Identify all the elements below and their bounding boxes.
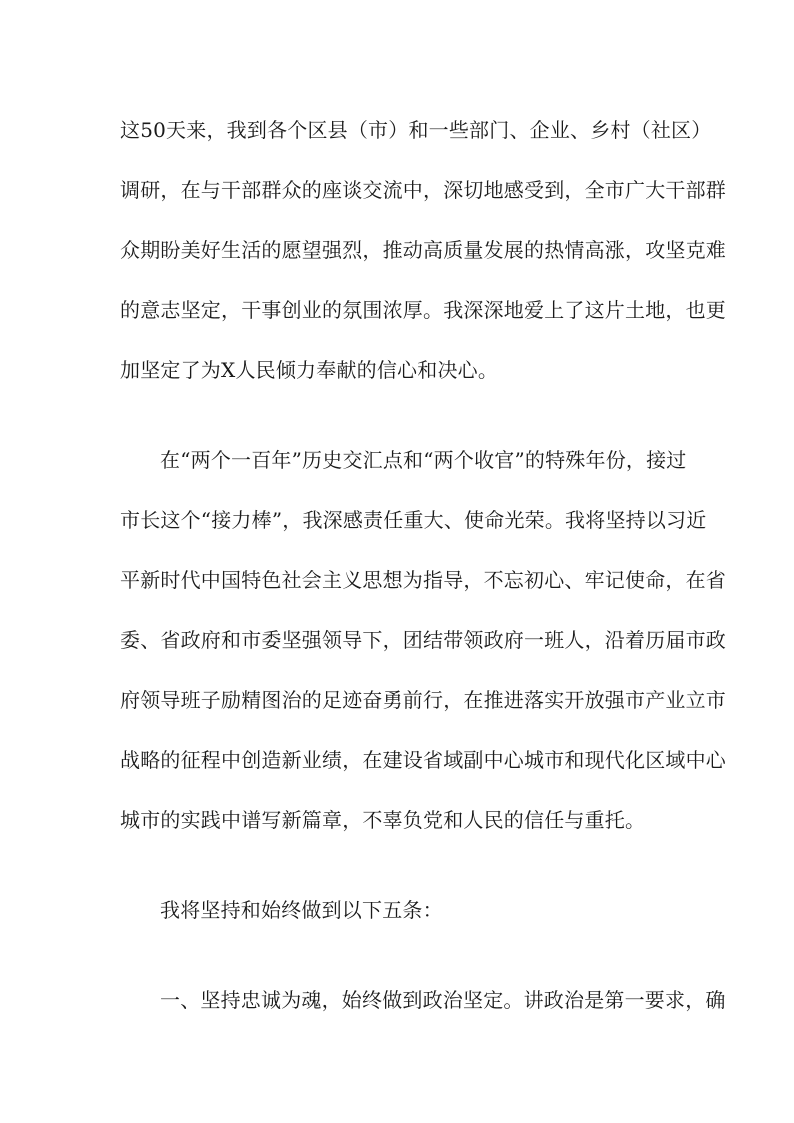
text-line: 我将坚持和始终做到以下五条： (160, 898, 443, 922)
text-line: 在“两个一百年”历史交汇点和“两个收官”的特殊年份，接过 (160, 448, 687, 472)
text-line: 一、坚持忠诚为魂，始终做到政治坚定。讲政治是第一要求，确 (160, 988, 726, 1012)
text-line: 府领导班子励精图治的足迹奋勇前行，在推进落实开放强市产业立市 (120, 688, 726, 712)
text-line: 委、省政府和市委坚强领导下，团结带领政府一班人，沿着历届市政 (120, 628, 726, 652)
text-line: 这50天来，我到各个区县（市）和一些部门、企业、乡村（社区） (120, 118, 712, 142)
text-line: 加坚定了为X人民倾力奉献的信心和决心。 (120, 358, 499, 382)
text-line: 的意志坚定，干事创业的氛围浓厚。我深深地爱上了这片土地，也更 (120, 298, 726, 322)
text-line: 市长这个“接力棒”，我深感责任重大、使命光荣。我将坚持以习近 (120, 508, 707, 532)
text-line: 平新时代中国特色社会主义思想为指导，不忘初心、牢记使命，在省 (120, 568, 726, 592)
text-line: 众期盼美好生活的愿望强烈，推动高质量发展的热情高涨，攻坚克难 (120, 238, 726, 262)
text-line: 城市的实践中谱写新篇章，不辜负党和人民的信任与重托。 (120, 808, 646, 832)
text-line: 调研，在与干部群众的座谈交流中，深切地感受到，全市广大干部群 (120, 178, 726, 202)
text-line: 战略的征程中创造新业绩，在建设省域副中心城市和现代化区域中心 (120, 748, 726, 772)
